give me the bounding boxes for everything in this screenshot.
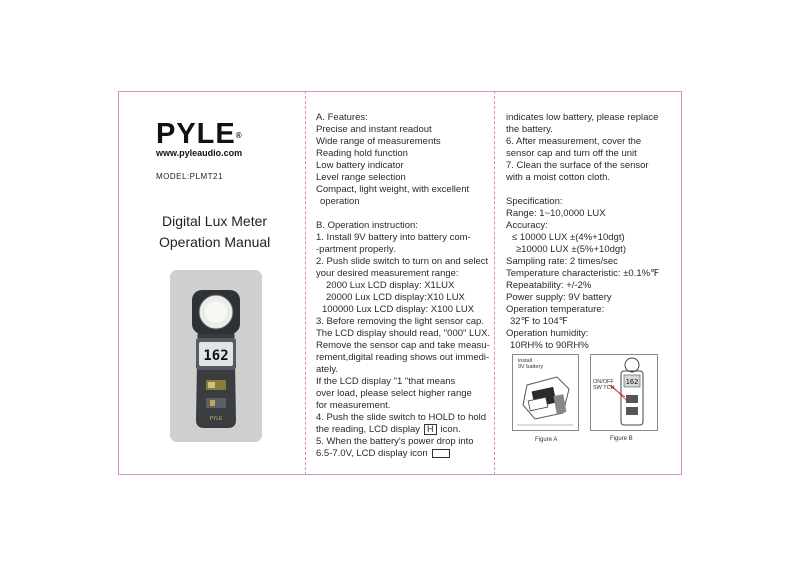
instruction-line: The LCD display should read, "000" LUX. (316, 328, 491, 339)
battery-icon (432, 449, 450, 458)
instructions-heading: B. Operation instruction: (316, 220, 418, 231)
features-heading: A. Features: (316, 112, 368, 123)
feature-item: Compact, light weight, with excellent (316, 184, 470, 195)
fold-line-right (494, 91, 495, 475)
figure-a-caption: Figure A (535, 437, 558, 443)
instruction-line: 1. Install 9V battery into battery com- (316, 232, 471, 243)
range-line: 20000 Lux LCD display:X10 LUX (326, 292, 465, 303)
figure-b-illustration (590, 354, 658, 431)
hold-icon: H (424, 424, 437, 435)
spec-range: Range: 1~10,0000 LUX (506, 208, 606, 219)
feature-item: Low battery indicator (316, 160, 404, 171)
instruction-line: ately. (316, 364, 339, 375)
feature-item: Precise and instant readout (316, 124, 432, 135)
manual-title-line2: Operation Manual (159, 234, 271, 250)
spacer (506, 184, 659, 196)
spacer (316, 208, 490, 220)
specification-column (506, 112, 659, 352)
instruction-line: with a moist cotton cloth. (506, 172, 611, 183)
instruction-line: 7. Clean the surface of the sensor (506, 160, 649, 171)
brand-logo: PYLE® (156, 118, 243, 150)
feature-item: operation (320, 196, 360, 207)
spec-operation-temperature-value: 32℉ to 104℉ (510, 316, 568, 327)
instruction-line: 3. Before removing the light sensor cap. (316, 316, 484, 327)
instruction-line-battery: 6.5-7.0V, LCD display icon (316, 448, 490, 460)
meter-switch-drawing (591, 355, 657, 430)
fold-line-left (305, 91, 306, 475)
features-and-instructions-column (316, 112, 490, 460)
instruction-line: your desired measurement range: (316, 268, 459, 279)
spec-operation-humidity-label: Operation humidity: (506, 328, 589, 339)
spec-accuracy-high: ≥10000 LUX ±(5%+10dgt) (516, 244, 626, 255)
device-brand-label: PYLE (209, 416, 223, 422)
instruction-line: If the LCD display "1 "that means (316, 376, 456, 387)
spec-operation-temperature-label: Operation temperature: (506, 304, 605, 315)
range-line: 2000 Lux LCD display: X1LUX (326, 280, 455, 291)
feature-item: Reading hold function (316, 148, 408, 159)
model-number: MODEL:PLMT21 (156, 172, 223, 181)
spec-operation-humidity-value: 10RH% to 90RH% (510, 340, 589, 351)
figure-b-note: ON/OFF SW TCH (593, 379, 615, 391)
feature-item: Wide range of measurements (316, 136, 441, 147)
svg-text:162: 162 (625, 378, 639, 386)
website-text: www.pyleaudio.com (156, 148, 243, 158)
instruction-line: -partment properly. (316, 244, 396, 255)
instruction-line: 4. Push the slide switch to HOLD to hold (316, 412, 487, 423)
instruction-line: 2. Push slide switch to turn on and select (316, 256, 489, 267)
range-line: 100000 Lux LCD display: X100 LUX (322, 304, 475, 315)
figure-b-caption: Figure B (610, 436, 633, 442)
instruction-line: 6. After measurement, cover the (506, 136, 642, 147)
instruction-line: indicates low battery, please replace (506, 112, 659, 123)
instruction-line: rement,digital reading shows out immedi- (316, 352, 490, 363)
specification-heading: Specification: (506, 196, 563, 207)
lux-meter-device-image (170, 270, 262, 442)
spec-temperature-characteristic: Temperature characteristic: ±0.1%℉ (506, 268, 660, 279)
spec-sampling-rate: Sampling rate: 2 times/sec (506, 256, 618, 267)
figure-a-note: install 9V battery (518, 358, 544, 370)
manual-title-line1: Digital Lux Meter (162, 213, 268, 229)
instruction-line: for measurement. (316, 400, 391, 411)
spec-power-supply: Power supply: 9V battery (506, 292, 612, 303)
device-lcd-readout: 162 (203, 348, 229, 364)
instruction-line: 5. When the battery's power drop into (316, 436, 474, 447)
spec-accuracy-low: ≤ 10000 LUX ±(4%+10dgt) (512, 232, 625, 243)
instruction-line: over load, please select higher range (316, 388, 472, 399)
instruction-line: sensor cap and turn off the unit (506, 148, 637, 159)
instruction-line: the battery. (506, 124, 553, 135)
spec-accuracy-label: Accuracy: (506, 220, 548, 231)
instruction-line-hold: the reading, LCD display H icon. (316, 424, 461, 435)
instruction-line: Remove the sensor cap and take measu- (316, 340, 490, 351)
feature-item: Level range selection (316, 172, 406, 183)
spec-repeatability: Repeatability: +/-2% (506, 280, 592, 291)
